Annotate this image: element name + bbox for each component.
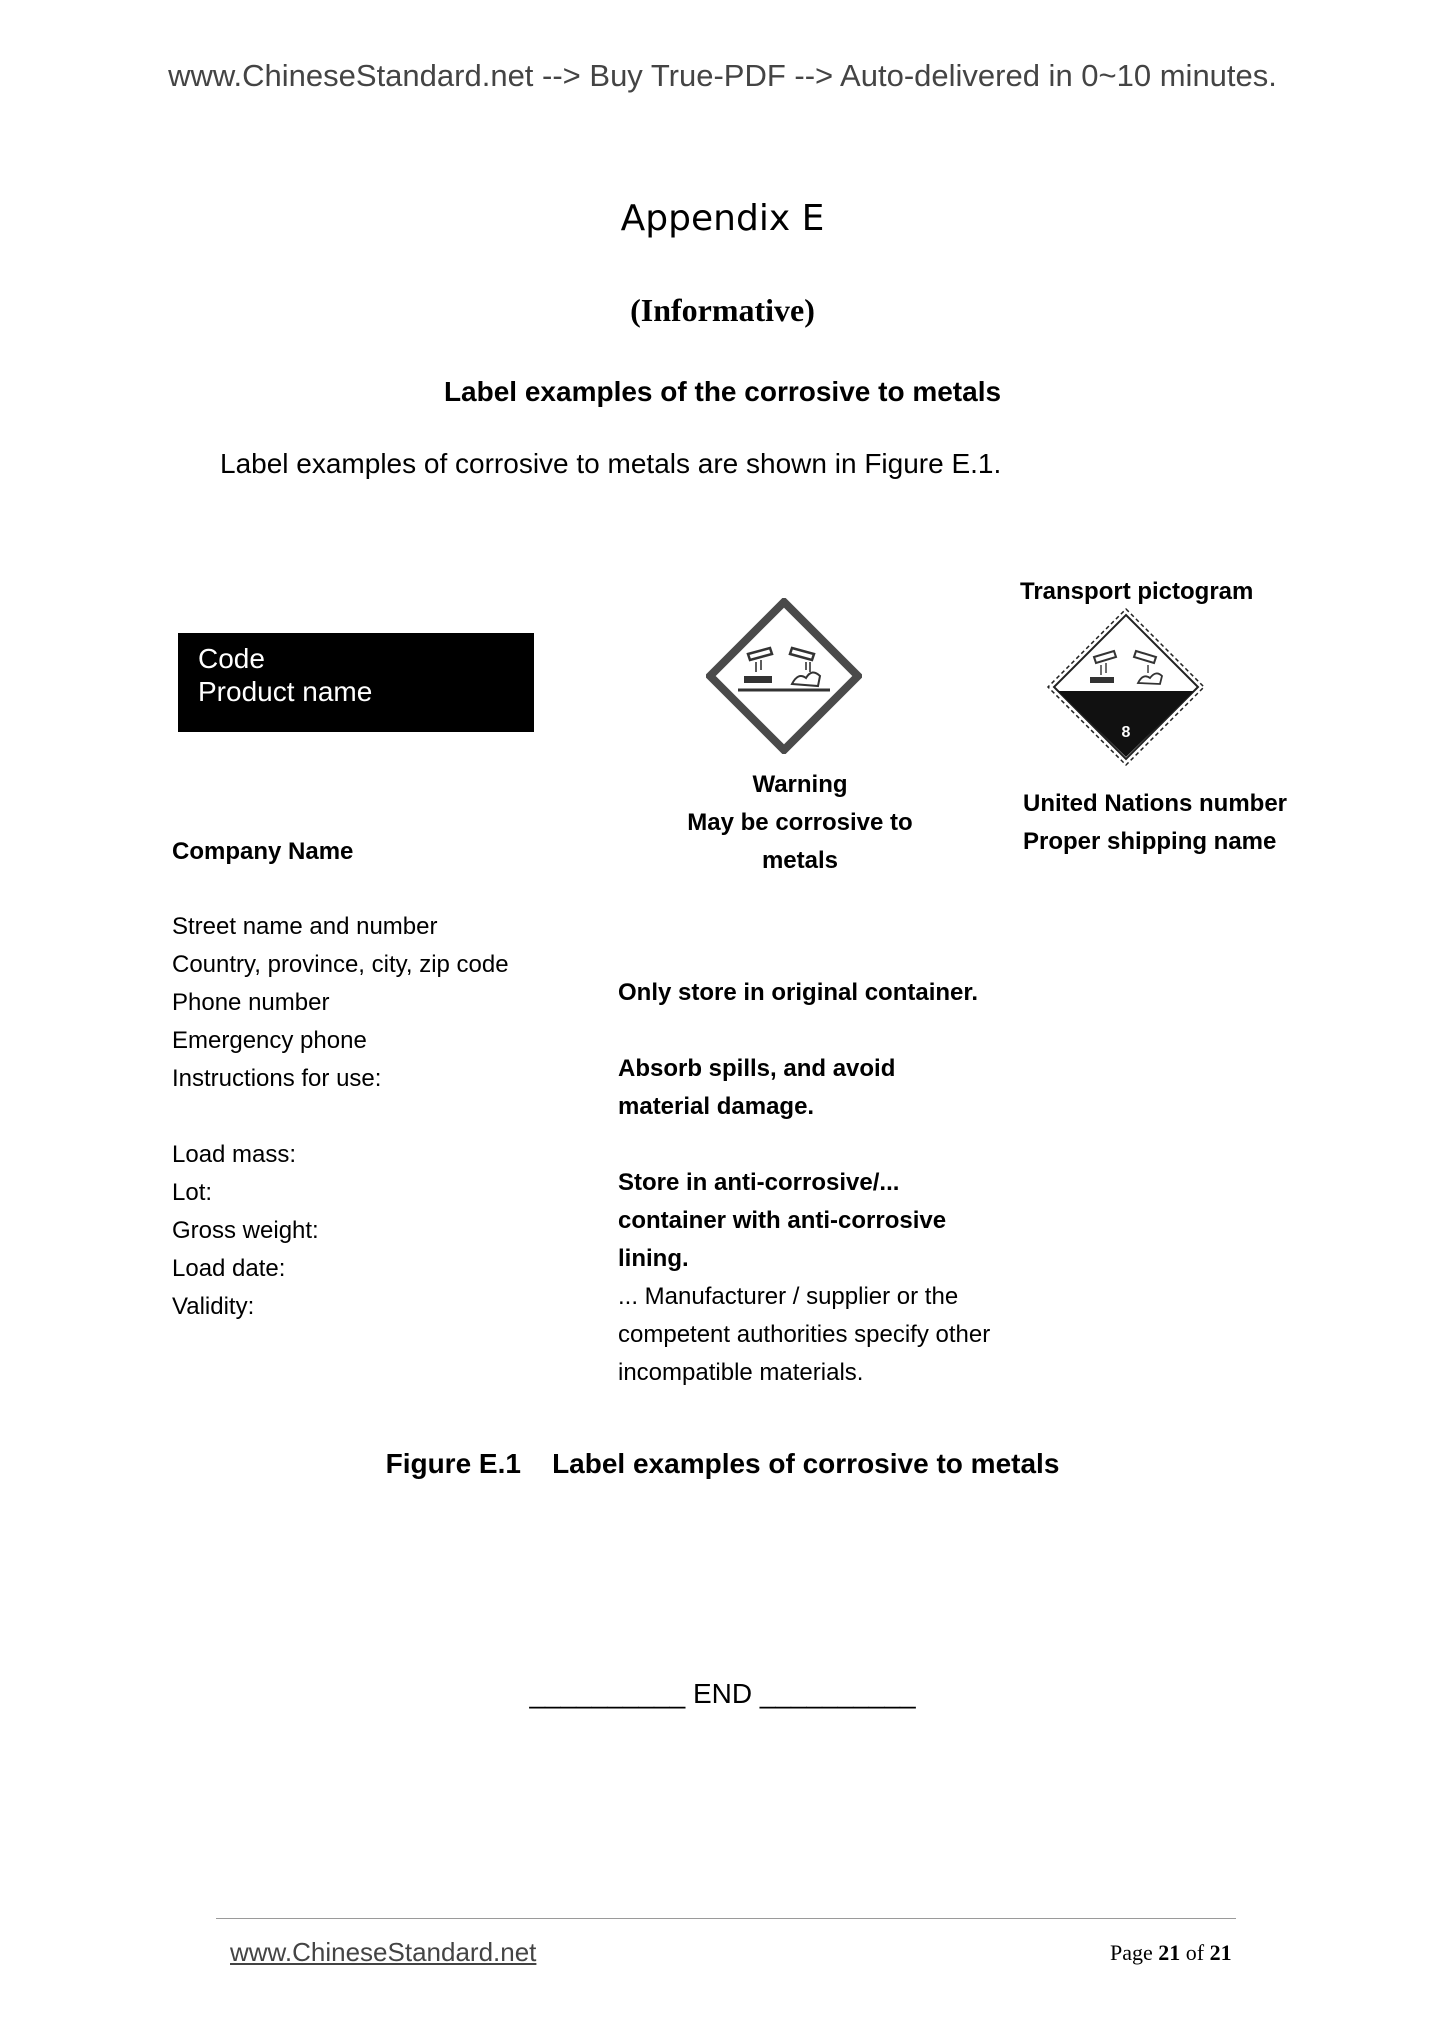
- section-heading: Label examples of the corrosive to metals: [443, 376, 1002, 407]
- precaution-line: container with anti-corrosive: [618, 1207, 947, 1234]
- precaution-line: material damage.: [618, 1093, 815, 1120]
- corrosion-pictogram-icon: [706, 598, 862, 754]
- hazard-statement: May be corrosive to: [687, 809, 913, 836]
- code-product-box: [178, 633, 534, 732]
- address-line: Emergency phone: [172, 1027, 367, 1054]
- address-lines: [172, 908, 509, 1098]
- product-name-label: Product name: [198, 676, 373, 707]
- page-word: Page: [1110, 1940, 1153, 1965]
- footer-link[interactable]: www.ChineseStandard.net: [230, 1937, 537, 1967]
- note-line: competent authorities specify other: [618, 1321, 991, 1348]
- company-name: Company Name: [172, 838, 354, 865]
- load-line: Load date:: [172, 1255, 286, 1282]
- address-line: Instructions for use:: [172, 1065, 382, 1092]
- precautionary-statements: [618, 974, 1038, 1392]
- transport-class-number: 8: [1121, 724, 1131, 741]
- load-line: Validity:: [172, 1293, 255, 1320]
- appendix-title: Appendix E: [620, 198, 825, 239]
- appendix-subtitle: (Informative): [630, 292, 815, 328]
- code-label: Code: [198, 643, 265, 674]
- header-banner: www.ChineseStandard.net --> Buy True-PDF --> Auto-delivered in 0~10 minutes.: [168, 58, 1277, 93]
- signal-word: Warning: [752, 771, 848, 798]
- transport-pictogram-title: Transport pictogram: [1020, 578, 1254, 605]
- precaution-line: Absorb spills, and avoid: [618, 1055, 896, 1082]
- page-total: 21: [1209, 1940, 1232, 1965]
- class-8-corrosive-transport-icon: [1046, 607, 1206, 767]
- precaution-line: lining.: [618, 1245, 689, 1272]
- un-number-label: United Nations number: [1023, 790, 1288, 817]
- footer-divider: [216, 1918, 1236, 1919]
- address-line: Phone number: [172, 989, 330, 1016]
- page-current: 21: [1158, 1940, 1181, 1965]
- load-line: Gross weight:: [172, 1217, 319, 1244]
- hazard-statement: metals: [761, 847, 839, 874]
- note-line: ... Manufacturer / supplier or the: [618, 1283, 959, 1310]
- load-lines: [172, 1136, 319, 1326]
- address-line: Country, province, city, zip code: [172, 951, 509, 978]
- shipping-name-label: Proper shipping name: [1023, 828, 1277, 855]
- figure-caption: Figure E.1 Label examples of corrosive to metals: [385, 1448, 1060, 1479]
- load-line: Lot:: [172, 1179, 213, 1206]
- warning-block: [660, 766, 940, 880]
- end-marker: __________ END __________: [529, 1678, 916, 1709]
- load-line: Load mass:: [172, 1141, 297, 1168]
- precaution-line: Store in anti-corrosive/...: [618, 1169, 900, 1196]
- un-block: [1023, 785, 1287, 861]
- precaution-line: Only store in original container.: [618, 979, 979, 1006]
- address-line: Street name and number: [172, 913, 438, 940]
- page-of: of: [1185, 1940, 1205, 1965]
- intro-paragraph: Label examples of corrosive to metals are shown in Figure E.1.: [220, 448, 1002, 479]
- note-line: incompatible materials.: [618, 1359, 864, 1386]
- page-number: [1110, 1940, 1232, 1966]
